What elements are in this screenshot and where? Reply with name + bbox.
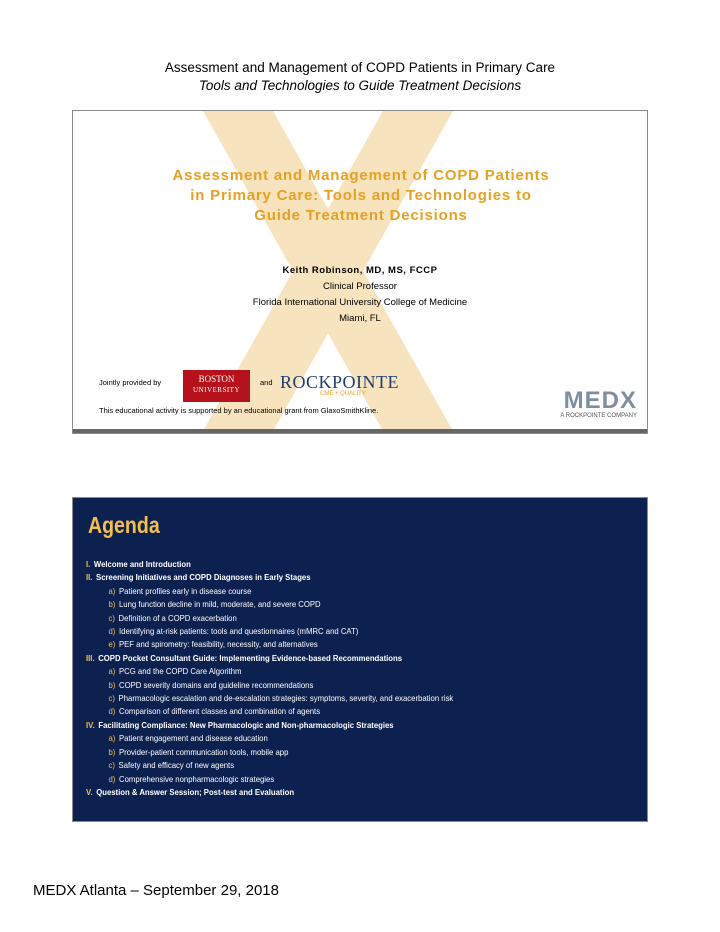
agenda-slide bbox=[72, 497, 648, 822]
agenda-subitem bbox=[86, 612, 581, 625]
agenda-list bbox=[86, 558, 636, 799]
agenda-subitem bbox=[86, 732, 581, 745]
agenda-subitem bbox=[86, 625, 581, 638]
agenda-subitem bbox=[86, 585, 581, 598]
agenda-item-number: a) bbox=[108, 733, 116, 744]
presenter-block bbox=[73, 263, 647, 327]
agenda-item-number: c) bbox=[108, 760, 115, 771]
bu-logo-line1: BOSTON bbox=[198, 374, 235, 384]
slide-title-line: in Primary Care: Tools and Technologies to bbox=[190, 187, 532, 204]
agenda-title: Agenda bbox=[88, 512, 160, 538]
agenda-item-number: I. bbox=[86, 559, 91, 569]
and-label: and bbox=[260, 378, 273, 387]
title-slide bbox=[72, 110, 648, 434]
agenda-item-text: Provider-patient communication tools, mobile app bbox=[118, 746, 289, 757]
medx-tagline: A ROCKPOINTE COMPANY bbox=[560, 413, 637, 419]
agenda-item-number: d) bbox=[108, 706, 116, 717]
agenda-item-number: b) bbox=[108, 679, 116, 690]
agenda-item-number: d) bbox=[108, 626, 116, 637]
agenda-subitem bbox=[86, 705, 581, 718]
presenter-role: Clinical Professor bbox=[323, 281, 397, 292]
rockpointe-logo bbox=[280, 373, 399, 397]
presenter-org: Florida International University College of Medicine bbox=[252, 297, 468, 308]
agenda-item-number: III. bbox=[86, 652, 95, 663]
agenda-item-number: d) bbox=[108, 773, 116, 784]
bu-logo-line2: UNIVERSITY bbox=[193, 386, 240, 394]
agenda-item-text: Patient profiles early in disease course bbox=[118, 585, 252, 596]
agenda-item-number: II. bbox=[86, 572, 93, 583]
agenda-item-number: b) bbox=[108, 746, 116, 757]
agenda-item-text: Identifying at-risk patients: tools and questionnaires (mMRC and CAT) bbox=[118, 626, 359, 637]
presenter-name: Keith Robinson, MD, MS, FCCP bbox=[282, 265, 438, 276]
agenda-subitem bbox=[86, 759, 581, 772]
agenda-item-text: Definition of a COPD exacerbation bbox=[118, 612, 237, 623]
agenda-item-text: Pharmacologic escalation and de-escalation strategies: symptoms, severity, and exacerbation risk bbox=[118, 693, 454, 704]
agenda-item-text: PCG and the COPD Care Algorithm bbox=[118, 666, 242, 677]
agenda-subitem bbox=[86, 598, 581, 611]
agenda-item-number: a) bbox=[108, 585, 116, 596]
handout-subtitle: Tools and Technologies to Guide Treatment Decisions bbox=[198, 78, 522, 93]
agenda-item-text: Facilitating Compliance: New Pharmacologic and Non-pharmacologic Strategies bbox=[98, 719, 394, 730]
agenda-section bbox=[86, 786, 581, 799]
agenda-item-number: c) bbox=[108, 612, 115, 623]
agenda-section bbox=[86, 558, 581, 571]
rockpointe-wordmark: ROCKPOINTE bbox=[280, 372, 400, 392]
agenda-section bbox=[86, 571, 581, 584]
agenda-item-text: Question & Answer Session; Post-test and Evaluation bbox=[96, 786, 295, 797]
boston-university-logo bbox=[183, 370, 250, 402]
medx-logo bbox=[560, 389, 637, 419]
rockpointe-tagline: CME + QUALITY bbox=[320, 391, 366, 397]
agenda-item-text: Lung function decline in mild, moderate, and severe COPD bbox=[118, 599, 321, 610]
page-footer: MEDX Atlanta – September 29, 2018 bbox=[33, 882, 279, 899]
agenda-section bbox=[86, 652, 581, 665]
agenda-item-text: Welcome and Introduction bbox=[93, 559, 191, 569]
slide-title bbox=[93, 166, 629, 226]
agenda-item-number: V. bbox=[86, 786, 93, 797]
agenda-item-text: COPD severity domains and guideline recommendations bbox=[118, 679, 314, 690]
handout-title: Assessment and Management of COPD Patients in Primary Care bbox=[164, 60, 556, 75]
agenda-item-number: IV. bbox=[86, 719, 95, 730]
agenda-subitem bbox=[86, 692, 581, 705]
agenda-item-number: a) bbox=[108, 666, 116, 677]
agenda-item-number: e) bbox=[108, 639, 116, 650]
agenda-subitem bbox=[86, 773, 581, 786]
presenter-location: Miami, FL bbox=[339, 313, 381, 324]
slide-title-line: Assessment and Management of COPD Patients bbox=[172, 167, 550, 184]
agenda-item-text: Screening Initiatives and COPD Diagnoses in Early Stages bbox=[96, 572, 311, 583]
jointly-provided-label: Jointly provided by bbox=[99, 378, 162, 387]
agenda-item-text: Comprehensive nonpharmacologic strategies bbox=[118, 773, 275, 784]
agenda-subitem bbox=[86, 679, 581, 692]
agenda-item-number: b) bbox=[108, 599, 116, 610]
agenda-item-text: Safety and efficacy of new agents bbox=[118, 760, 235, 771]
agenda-item-number: c) bbox=[108, 693, 115, 704]
agenda-item-text: COPD Pocket Consultant Guide: Implementing Evidence-based Recommendations bbox=[98, 652, 403, 663]
agenda-item-text: Comparison of different classes and combination of agents bbox=[118, 706, 321, 717]
agenda-item-text: Patient engagement and disease education bbox=[118, 733, 268, 744]
agenda-subitem bbox=[86, 638, 581, 651]
medx-wordmark: MEDX bbox=[563, 387, 637, 414]
agenda-item-text: PEF and spirometry: feasibility, necessity, and alternatives bbox=[118, 639, 318, 650]
agenda-subitem bbox=[86, 665, 581, 678]
slide-title-line: Guide Treatment Decisions bbox=[254, 207, 468, 224]
agenda-section bbox=[86, 719, 581, 732]
slide-bottom-bar bbox=[73, 429, 647, 433]
agenda-subitem bbox=[86, 746, 581, 759]
grant-support-text: This educational activity is supported by an educational grant from GlaxoSmithKline. bbox=[99, 406, 379, 415]
